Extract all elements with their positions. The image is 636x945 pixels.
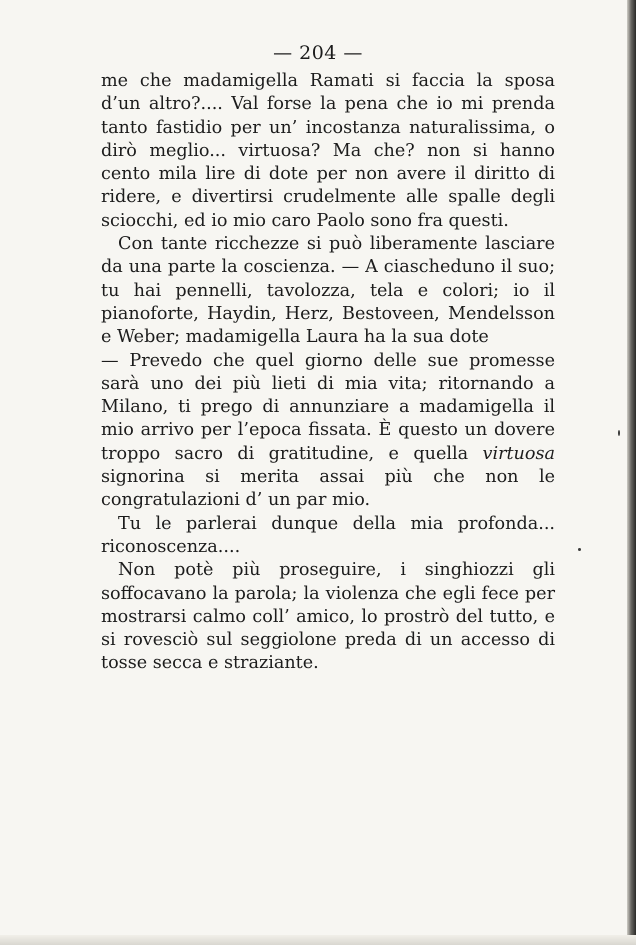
page-number: — 204 — xyxy=(273,42,363,64)
paragraph-4 xyxy=(101,513,555,560)
paragraph-text: me che madamigella Ramati si faccia la sposa d’un altro?.... Val forse la pena che io mi prenda tanto fastidio per un’ incostanza naturalissima, o dirò meglio... virtuosa? Ma che? non si hanno cento mila lire di dote per non avere il diritto di ridere, e divertirsi crudelmente alle spalle degli sciocchi, ed io mio caro Paolo sono fra questi. xyxy=(101,71,555,231)
paragraph-5 xyxy=(101,559,555,675)
paragraph-text: — Prevedo che quel giorno delle sue promesse sarà uno dei più lieti di mia vita; ritornando a Milano, ti prego di annunziare a madamigella il mio arrivo per l’epoca fissata. È questo un dovere troppo sacro di gratitudine, e quella xyxy=(101,350,555,464)
paragraph-3 xyxy=(101,350,555,513)
paragraph-text: Con tante ricchezze si può liberamente lasciare da una parte la coscienza. — A ciascheduno il suo; tu hai pennelli, tavolozza, tela e colori; io il pianoforte, Haydin, Herz, Bestoveen, Mendelsson e Weber; madamigella Laura ha la sua dote xyxy=(101,234,555,348)
paragraph-1 xyxy=(101,70,555,233)
italic-word: virtuosa xyxy=(482,443,555,464)
paragraph-text: Non potè più proseguire, i singhiozzi gli soffocavano la parola; la violenza che egli fece per mostrarsi calmo coll’ amico, lo prostrò del tutto, e si rovesciò sul seggiolone preda di un accesso di tosse secca e straziante. xyxy=(101,560,555,674)
page-edge-shadow xyxy=(627,0,636,945)
page-bottom-edge xyxy=(0,935,636,945)
paragraph-2 xyxy=(101,233,555,349)
paper-speck xyxy=(618,430,620,436)
paragraph-text: Tu le parlerai dunque della mia profonda... riconoscenza.... xyxy=(101,513,555,557)
body-text xyxy=(101,70,555,676)
paragraph-text: signorina si merita assai più che non le congratulazioni d’ un par mio. xyxy=(101,467,555,511)
paper-speck xyxy=(578,548,581,551)
